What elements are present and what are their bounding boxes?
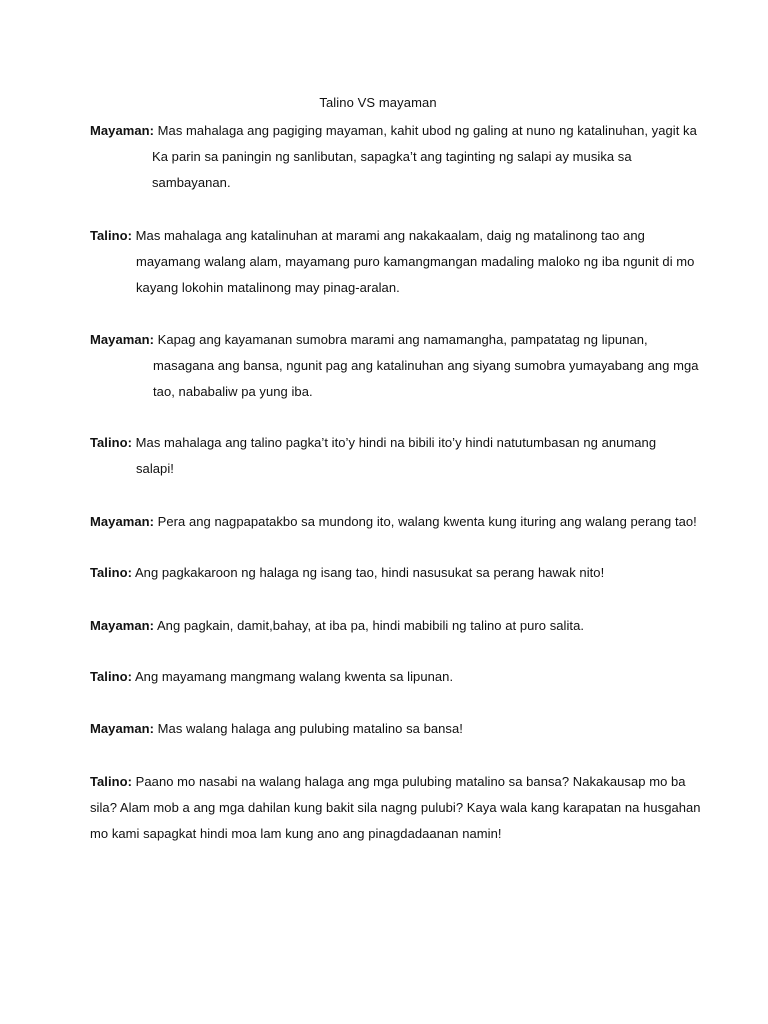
dialogue-block <box>90 560 690 586</box>
dialogue-text: Ang pagkain, damit,bahay, at iba pa, hindi mabibili ng talino at puro salita. <box>156 618 585 633</box>
dialogue-text: Mas mahalaga ang katalinuhan at marami ang nakakaalam, daig ng matalinong tao ang <box>135 228 645 243</box>
dialogue-text: Mas walang halaga ang pulubing matalino sa bansa! <box>157 721 463 736</box>
speaker-label: Mayaman: <box>90 721 154 736</box>
dialogue-text: masagana ang bansa, ngunit pag ang katalinuhan ang siyang sumobra yumayabang ang mga <box>153 358 699 373</box>
speaker-label: Talino: <box>90 228 132 243</box>
dialogue-line <box>90 430 690 456</box>
dialogue-text: mayamang walang alam, mayamang puro kamangmangan madaling maloko ng iba ngunit di mo <box>136 254 695 269</box>
dialogue-text: tao, nababaliw pa yung iba. <box>153 384 313 399</box>
dialogue-block <box>90 430 690 482</box>
document-title: Talino VS mayaman <box>319 95 437 110</box>
dialogue-text: mo kami sapagkat hindi moa lam kung ano ang pinagdadaanan namin! <box>90 826 502 841</box>
dialogue-text: sambayanan. <box>152 175 231 190</box>
dialogue-block <box>90 716 690 742</box>
dialogue-block <box>90 118 697 196</box>
speaker-label: Mayaman: <box>90 332 154 347</box>
dialogue-line <box>90 560 690 586</box>
dialogue-text: Ka parin sa paningin ng sanlibutan, sapagka’t ang taginting ng salapi ay musika sa <box>152 149 632 164</box>
speaker-label: Talino: <box>90 669 132 684</box>
dialogue-text: Paano mo nasabi na walang halaga ang mga pulubing matalino sa bansa? Nakakausap mo ba <box>135 774 686 789</box>
dialogue-line <box>90 327 690 353</box>
dialogue-block <box>90 223 695 301</box>
dialogue-text: Ang pagkakaroon ng halaga ng isang tao, hindi nasusukat sa perang hawak nito! <box>134 565 605 580</box>
dialogue-line <box>90 769 690 795</box>
dialogue-block <box>90 664 690 690</box>
dialogue-line <box>90 509 697 535</box>
dialogue-line <box>90 118 697 144</box>
dialogue-text: salapi! <box>136 461 174 476</box>
dialogue-text: Mas mahalaga ang pagiging mayaman, kahit ubod ng galing at nuno ng katalinuhan, yagit ka <box>157 123 697 138</box>
dialogue-line <box>90 664 690 690</box>
speaker-label: Talino: <box>90 565 132 580</box>
speaker-label: Mayaman: <box>90 123 154 138</box>
dialogue-line <box>90 716 690 742</box>
dialogue-text: kayang lokohin matalinong may pinag-aralan. <box>136 280 400 295</box>
dialogue-line <box>90 613 690 639</box>
dialogue-text: Ang mayamang mangmang walang kwenta sa lipunan. <box>134 669 454 684</box>
dialogue-block <box>90 613 690 639</box>
speaker-label: Talino: <box>90 435 132 450</box>
dialogue-block <box>90 327 699 405</box>
speaker-label: Talino: <box>90 774 132 789</box>
speaker-label: Mayaman: <box>90 514 154 529</box>
dialogue-line <box>90 223 690 249</box>
dialogue-text: sila? Alam mob a ang mga dahilan kung bakit sila nagng pulubi? Kaya wala kang karapatan na husgahan <box>90 800 701 815</box>
dialogue-block <box>90 769 701 847</box>
dialogue-text: Kapag ang kayamanan sumobra marami ang namamangha, pampatatag ng lipunan, <box>157 332 648 347</box>
dialogue-block <box>90 509 697 535</box>
dialogue-text: Mas mahalaga ang talino pagka’t ito’y hindi na bibili ito’y hindi natutumbasan ng anumang <box>135 435 657 450</box>
dialogue-text: Pera ang nagpapatakbo sa mundong ito, walang kwenta kung ituring ang walang perang tao! <box>157 514 697 529</box>
speaker-label: Mayaman: <box>90 618 154 633</box>
